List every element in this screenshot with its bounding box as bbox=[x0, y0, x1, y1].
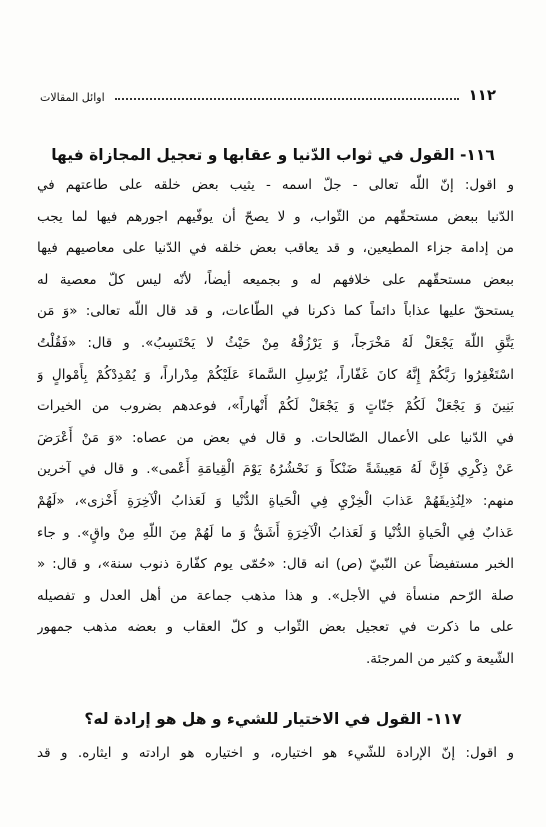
text-line: و اقول: إنّ الإرادة للشّيء هو اختياره، و اختياره هو ارادته و ايثاره. و قد bbox=[37, 745, 514, 761]
text-line: على ما ذكرت في تعجيل بعض الثّواب و كلّ العقاب و بعضه مذهب جمهور bbox=[37, 619, 514, 636]
running-header bbox=[40, 82, 496, 104]
running-title: اوائل المقالات bbox=[40, 91, 105, 104]
text-line: منهم: «لِنُذِيقَهُمْ عَذابَ الْخِزْيِ فِي الْحَياةِ الدُّنْيا وَ لَعَذابُ الْآخِرَةِ أَخْزى»، «لَهُمْ bbox=[37, 492, 514, 509]
text-line: من إدامة جزاء المطيعين، و قد يعاقب بعض خلقه في الدّنيا على معاصيهم فيها bbox=[37, 240, 514, 257]
text-line: بَنِينَ وَ يَجْعَلْ لَكُمْ جَنّاتٍ وَ يَجْعَلْ لَكُمْ أَنْهاراً»، فوعدهم بضروب من الخيرات bbox=[37, 398, 514, 415]
section-116-body bbox=[37, 170, 514, 676]
text-line: يَتَّقِ اللّهَ يَجْعَلْ لَهُ مَخْرَجاً، وَ يَرْزُقْهُ مِنْ حَيْثُ لا يَحْتَسِبُ». و قال: «فَقُلْتُ bbox=[37, 334, 514, 351]
header-dot-leader bbox=[115, 98, 459, 100]
section-117-body bbox=[37, 738, 514, 770]
text-line: عَذابٌ فِي الْحَياةِ الدُّنْيا وَ لَعَذابُ الْآخِرَةِ أَشَقُّ وَ ما لَهُمْ مِنَ اللّهِ مِنْ واقٍ». و جاء bbox=[37, 524, 514, 541]
text-line: و اقول: إنّ اللّه تعالى - جلّ اسمه - يثيب بعض خلقه على طاعتهم في bbox=[37, 177, 514, 193]
text-line: الشّيعة و كثير من المرجئة. bbox=[365, 650, 514, 667]
text-line: اسْتَغْفِرُوا رَبَّكُمْ إِنَّهُ كانَ غَفّاراً، يُرْسِلِ السَّماءَ عَلَيْكُمْ مِدْراراً، وَ يُمْدِدْكُمْ بِأَمْوالٍ وَ bbox=[37, 366, 514, 383]
text-line: في الدّنيا على الأعمال الصّالحات. و قال في بعض من عصاه: «وَ مَنْ أَعْرَضَ bbox=[37, 429, 514, 446]
page-number: ١١٢ bbox=[468, 86, 496, 104]
section-heading-116: ١١٦- القول في ثواب الدّنيا و عقابها و تعجيل المجازاة فيها bbox=[51, 146, 495, 164]
text-line: صلة الرّحم منسأة في الأجل». و هذا مذهب جماعة من أهل العدل و تفصيله bbox=[37, 587, 514, 604]
text-line: ببعض مستحقّهم على خلافهم له و بجميعه أيضاً، لأنّه ليس كلّ معصية له bbox=[37, 271, 514, 288]
section-heading-117: ١١٧- القول في الاختيار للشيء و هل هو إرادة له؟ bbox=[84, 710, 462, 728]
text-line: يستحقّ عليها عذاباً دائماً كما ذكرنا في الطّاعات، و قد قال اللّه تعالى: «وَ مَن bbox=[37, 303, 514, 320]
text-line: الخبر مستفيضاً عن النّبيّ (ص) انه قال: «حُمّى يوم كفّارة ذنوب سنة»، و قال: « bbox=[37, 556, 514, 573]
text-line: عَنْ ذِكْرِي فَإِنَّ لَهُ مَعِيشَةً ضَنْكاً وَ نَحْشُرُهُ يَوْمَ الْقِيامَةِ أَعْمى». و قال في آخرين bbox=[37, 461, 514, 478]
text-line: الدّنيا ببعض مستحقّهم من الثّواب، و لا يصحّ أن يوفّيهم اجورهم فيها لما يجب bbox=[37, 208, 514, 225]
